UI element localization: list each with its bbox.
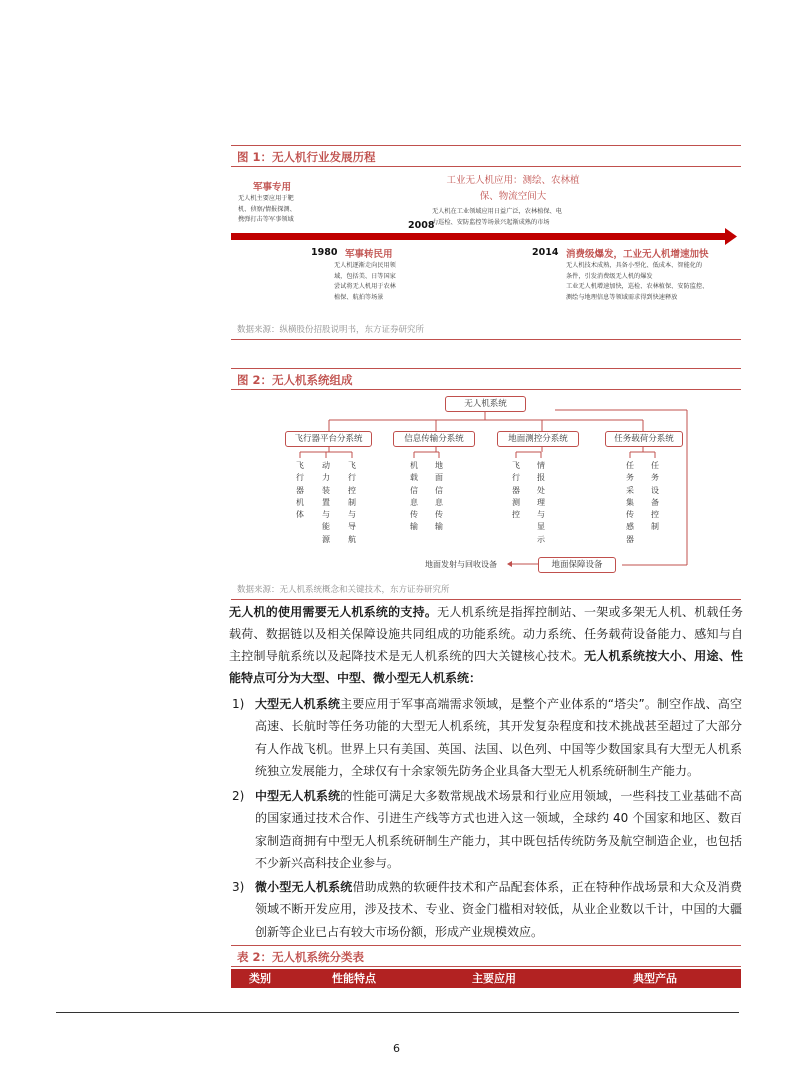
ground-control-subsystem-box: 地面测控分系统 xyxy=(497,431,579,447)
consumer-heading: 消费级爆发，工业无人机增速加快 xyxy=(566,249,709,260)
timeline-arrow xyxy=(231,228,741,248)
info-transmission-subsystem-box: 信息传输分系统 xyxy=(393,431,475,447)
item-3-number: 3) xyxy=(232,880,245,894)
node-flight-control: 飞行控制与导航 xyxy=(348,461,356,544)
ground-support-box: 地面保障设备 xyxy=(538,557,616,573)
year-1980: 1980 xyxy=(311,247,338,258)
industrial-heading: 工业无人机应用：测绘、农林植 保、物流空间大 xyxy=(446,175,580,202)
figure1-title: 图 1：无人机行业发展历程 xyxy=(231,145,741,167)
year-2014: 2014 xyxy=(532,247,559,258)
table2-header-performance: 性能特点 xyxy=(332,972,376,985)
uav-system-box: 无人机系统 xyxy=(445,396,526,412)
item-2-number: 2) xyxy=(232,789,245,803)
table2-title: 表 2：无人机系统分类表 xyxy=(231,945,741,967)
node-mission-sensors: 任务采集传感器 xyxy=(626,461,634,544)
node-aircraft-tracking: 飞行器测控 xyxy=(512,461,520,520)
year-2008: 2008 xyxy=(408,220,435,231)
table2-header-products: 典型产品 xyxy=(633,972,677,985)
item-1-number: 1) xyxy=(232,697,245,711)
item-2-paragraph: 中型无人机系统的性能可满足大多数常规战术场景和行业应用领域，一些科技工业基础不高的国家通过技术合作、引进生产线等方式也进入这一领域，全球约 40 个国家和地区、数百家制造商拥有中型无人机系统研制生产能力，其中既包括传统防务及航空制造企业，也包括不少新兴高科技企业参与。 xyxy=(255,789,742,870)
civil-heading: 军事转民用 xyxy=(345,249,393,260)
military-heading: 军事专用 xyxy=(253,182,292,193)
figure2-title: 图 2：无人机系统组成 xyxy=(231,368,741,390)
flight-platform-subsystem-box: 飞行器平台分系统 xyxy=(285,431,372,447)
page-number: 6 xyxy=(393,1042,400,1055)
node-airborne-transmission: 机载信息传输 xyxy=(410,461,418,532)
table2-header-application: 主要应用 xyxy=(472,972,516,985)
intro-paragraph: 无人机的使用需要无人机系统的支持。无人机系统是指挥控制站、一架或多架无人机、机载任务载荷、数据链以及相关保障设施共同组成的功能系统。动力系统、任务载荷设备能力、感知与自主控制导航系统以及起降技术是无人机系统的四大关键核心技术。无人机系统按大小、用途、性能特点可分为大型、中型、微小型无人机系统： xyxy=(229,605,743,685)
node-intel-processing: 情报处理与显示 xyxy=(537,461,545,544)
node-ground-transmission: 地面信息传输 xyxy=(435,461,443,532)
military-desc: 无人机主要应用于靶 机、侦察/情报探测、 携弹打击等军事领域 xyxy=(238,195,296,223)
item-1-paragraph: 大型无人机系统主要应用于军事高端需求领域，是整个产业体系的“塔尖”。制空作战、高空高速、长航时等任务功能的大型无人机系统，其开发复杂程度和技术挑战甚至超过了大部分有人作战飞机。世界上只有美国、英国、法国、以色列、中国等少数国家具有大型无人机系统独立发展能力，全球仅有十余家领先防务企业具备大型无人机系统研制生产能力。 xyxy=(255,697,742,778)
industrial-desc: 无人机在工业领域应用日益广泛，农林植保、电 力巡检、安防监控等场景兴起渐成熟的市场 xyxy=(432,208,562,226)
table2-header-row xyxy=(231,969,741,988)
payload-subsystem-box: 任务载荷分系统 xyxy=(605,431,683,447)
consumer-desc: 无人机技术成熟，具备小型化、低成本、智能化的 条件，引发消费级无人机的爆发 工业无人机增速加快，巡检、农林植保、安防监控、 测绘与地理信息等领域需求得到快速释放 xyxy=(566,262,709,301)
figure1-source: 数据来源：纵横股份招股说明书，东方证券研究所 xyxy=(231,323,741,340)
node-mission-control: 任务设备控制 xyxy=(651,461,659,532)
civil-desc: 无人机逐渐走向民用领 域，包括美、日等国家 尝试将无人机用于农林 植保、航拍等场景 xyxy=(334,262,396,301)
item-3-paragraph: 微小型无人机系统借助成熟的软硬件技术和产品配套体系，正在特种作战场景和大众及消费领域不断开发应用，涉及技术、专业、资金门槛相对较低，从业企业数以千计，中国的大疆创新等企业已占有较大市场份额，形成产业规模效应。 xyxy=(255,880,742,939)
figure2-source: 数据来源：无人机系统概念和关键技术，东方证券研究所 xyxy=(231,583,741,600)
system-tree-lines xyxy=(231,390,741,580)
node-power-energy: 动力装置与能源 xyxy=(322,461,330,544)
footer-divider xyxy=(56,1012,739,1013)
node-aircraft-body: 飞行器机体 xyxy=(296,461,304,520)
ground-launch-label: 地面发射与回收设备 xyxy=(425,560,497,569)
table2-header-category: 类别 xyxy=(249,972,271,985)
